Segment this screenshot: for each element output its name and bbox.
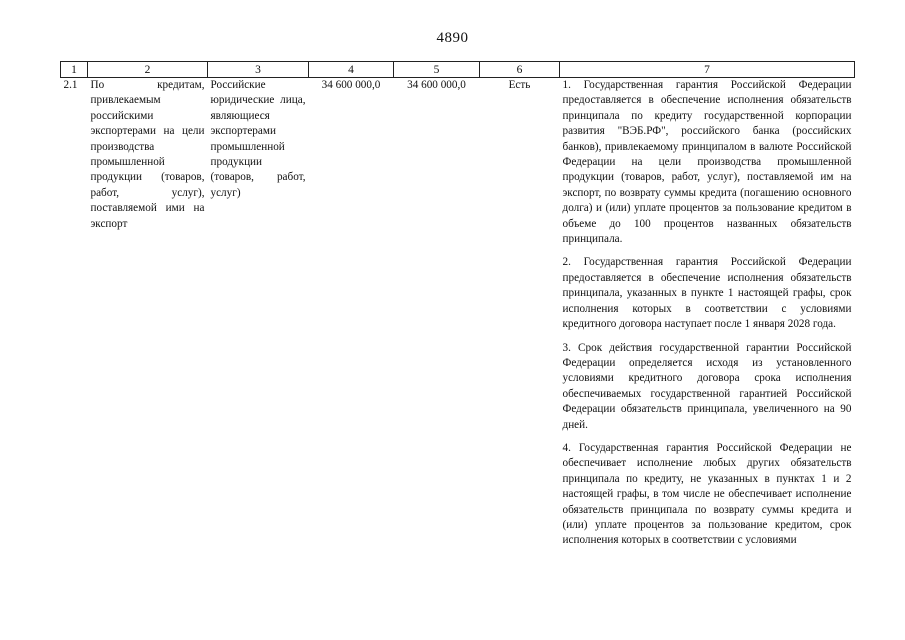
- page-number: 4890: [436, 30, 469, 46]
- principal-category: Российские юридические лица, являющиеся экспортерами промышленной продукции (товаров, работ, услуг): [210, 79, 306, 199]
- condition-paragraph-1: 1. Государственная гарантия Российской Федерации предоставляется в обеспечение исполнения обязательств принципала по кредиту государственной корпорации развития "ВЭБ.РФ", российского банка (российских банков), привлекаемому принципалом в валюте Российской Федерации на цели производства промышленной продукции (товаров, работ, услуг), поставляемой им на экспорт, по возврату суммы кредита (погашению основного долга) и (или) уплате процентов за пользование кредитом в объеме до 100 процентов названных обязательств принципала.: [562, 79, 852, 246]
- year-amount: 34 600 000,0: [407, 79, 466, 91]
- table-row: [61, 78, 855, 557]
- condition-paragraph-4: 4. Государственная гарантия Российской Федерации не обеспечивает исполнение любых других обязательств принципала по кредиту, не указанных в пунктах 1 и 2 настоящей графы, в том числе не обеспечивает исполнение обязательств принципала по возврату суммы кредита и (или) уплате процентов за пользование кредитом, срок исполнения которых в соответствии с условиями: [562, 441, 852, 547]
- column-number-5: 5: [394, 62, 480, 78]
- column-number-1: 1: [61, 62, 88, 78]
- column-number-7: 7: [560, 62, 855, 78]
- condition-paragraph-2: 2. Государственная гарантия Российской Федерации предоставляется в обеспечение исполнения обязательств принципала, указанных в пункте 1 настоящей графы, срок исполнения которых в соответствии с условиями кредитного договора наступает после 1 января 2028 года.: [562, 256, 852, 331]
- regress-claim: Есть: [508, 79, 531, 91]
- column-number-6: 6: [480, 62, 560, 78]
- column-number-2: 2: [88, 62, 208, 78]
- column-number-4: 4: [309, 62, 394, 78]
- row-number: 2.1: [63, 79, 78, 91]
- guarantee-table: [60, 61, 855, 557]
- column-number-3: 3: [208, 62, 309, 78]
- column-number-row: [61, 62, 855, 78]
- total-amount: 34 600 000,0: [321, 79, 381, 91]
- guarantee-conditions: [560, 78, 855, 557]
- guarantee-purpose: По кредитам, привлекаемым российскими экспортерами на цели производства промышленной продукции (товаров, работ, услуг), поставляемой ими на экспорт: [90, 79, 205, 230]
- condition-paragraph-3: 3. Срок действия государственной гарантии Российской Федерации определяется исходя из установленного условиями кредитного договора срока исполнения обеспечиваемых государственной гарантией Российской Федерации обязательств принципала, увеличенного на 90 дней.: [562, 341, 852, 431]
